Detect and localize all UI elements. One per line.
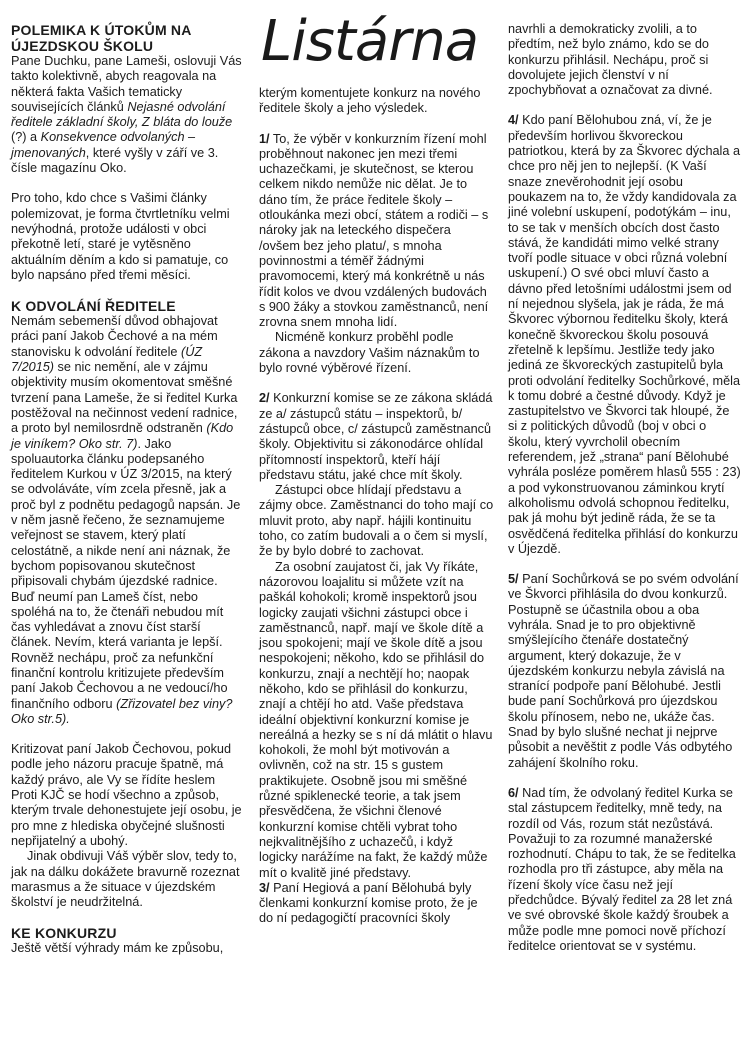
spacer <box>508 557 742 572</box>
paragraph: Zástupci obce hlídají představu a zájmy obce. Zaměstnanci do toho mají co mluvit proto, aby např. hájili kontinuitu toho, co zatím budovali a o čem si myslí, že by bylo dobré to zachovat. <box>259 483 494 559</box>
paragraph: Pro toho, kdo chce s Vašimi články polemizovat, je forma čtvrtletníku velmi nevýhodná, protože události v obci překotně letí, staré je vytěsněno aktuálním děním a kdo si pamatuje, co bylo napsáno před třemi měsíci. <box>11 191 230 282</box>
text: (?) a <box>11 130 41 145</box>
text: Konkurzní komise se ze zákona skládá ze a/ zástupců státu – inspektorů, b/ zástupců obce, c/ zástupců zaměstnanců školy. Objektivitu si zákonodárce ohlídal přítomností inspektorů, kteří hájí představu státu, jaké chce mít školy. <box>259 391 493 482</box>
paragraph <box>508 113 742 557</box>
point-number: 5/ <box>508 572 519 587</box>
text: Pane Duchku, pane Lameši, oslovuji Vás takto kolektivně, abych reagovala na některá fakta Vašich tematicky souvisejících článků <box>11 54 242 114</box>
italic-text: (ÚZ 7/2015) <box>11 344 203 375</box>
spacer <box>11 176 244 191</box>
text: Kdo paní Bělohubou zná, ví, že je především horlivou škvoreckou patriotkou, která by za Škvorec dýchala a chce pro něj jen to nejlepší. (K Vaší snaze znevěrohodnit její osobu poukazem na to, že vždy kandidovala za jiné volební uskupení, podotýkám – inu, to se tak v menších obcích dost často stává, že kandidáti mimo velké strany tvoří podle situace v obci různá volební uskupení.) O své obci mluví často a dávno před letošními událostmi jsem od ní nejednou slyšela, jak je ráda, že má Škvorec výbornou ředitelku školy, která konečně škvoreckou školu posouvá zřetelně k lepšímu. Jestliže tedy jako jediná ze škvoreckých zastupitelů byla proti odvolání ředitelky Sochůrkové, měla k tomu dobré a čestné důvody. Když je zastupitelstvo ve Škvorci tak hloupé, že si z politických důvodů (boj v obci o školu, který vyvrcholil obecním referendem, jež „strana“ paní Bělohubé vyhrála posléze poměrem hlasů 555 : 23) a pod vykonstruovanou záminkou krytí alkoholismu odvolá schopnou ředitelku, pak já mohu být jedině ráda, že se ta osvědčená ředitelka přihlásí do konkurzu v Újezdě. <box>508 113 741 556</box>
paragraph: Za osobní zaujatost či, jak Vy říkáte, názorovou loajalitu si můžete vzít na paškál kohokoli; kromě inspektorů jsou logicky zaujati všichni zástupci obce i zaměstnanců, např. mají ve škole dítě a jsou spokojeni; mají ve škole dítě a jsou nespokojeni; někoho, kdo se přihlásil do konkurzu, znají a nechtějí ho; naopak někoho, kdo se přihlásil do konkurzu, znají a chtějí ho atd. Vaše představa ideální objektivní konkurzní komise je nereálná a hezky se s ní dá mlátit o hlavu kohokoli, že mohl být motivován a ovlivněn, což na str. 15 s gustem praktikujete. Osobně jsou mi směšné různé spiklenecké teorie, a tak jsem přesvědčena, že všichni členové konkurzní komise chtěli vybrat toho nejkvalitnějšího z uchazečů, i když logicky narážíme na fakt, že každý může mít o kvalitě jiné představy. <box>259 559 493 880</box>
point-number: 4/ <box>508 113 519 128</box>
paragraph: Nicméně konkurz proběhl podle zákona a navzdory Vašim náznakům to bylo rovné výběrové řízení. <box>259 330 480 376</box>
section-heading-odvolani: K ODVOLÁNÍ ŘEDITELE <box>11 298 176 315</box>
article-column-2 <box>259 0 494 1040</box>
paragraph <box>259 132 494 331</box>
text: Paní Sochůrková se po svém odvolání ve Škvorci přihlásila do dvou konkurzů. Postupně se účastnila obou a oba vyhrála. Snad je to pro objektivně smýšlejícího čtenáře dostatečný argument, který dokazuje, že v újezdském konkurzu nebyla závislá na stranící podpoře paní Bělohubé. Jestli bude paní Sochůrková pro újezdskou školu přínosem, nebo ne, ukáže čas. Snad by bylo slušné nechat ji nejprve působit a nevěštit z podle Vás odbytého zahájení školního roku. <box>508 572 739 770</box>
paragraph: kterým komentujete konkurz na nového ředitele školy a jeho výsledek. <box>259 86 481 116</box>
paragraph <box>259 881 494 927</box>
paragraph: navrhli a demokraticky zvolili, a to předtím, než bylo známo, kdo se do konkurzu přihlásil. Nechápu, proč si dovolujete jejich členství v ní zpochybňovat a označovat za divné. <box>508 22 713 98</box>
masthead-title: Listárna <box>261 9 479 74</box>
italic-text: (Zřizovatel bez viny? Oko str.5). <box>11 696 233 726</box>
paragraph: Jinak obdivuji Váš výběr slov, tedy to, jak na dálku dokážete bravurně rozeznat marasmus a že situace v újezdském školství je neudržitelná. <box>11 849 240 910</box>
paragraph <box>11 314 244 727</box>
point-number: 1/ <box>259 131 270 146</box>
spacer <box>11 283 244 298</box>
spacer <box>11 727 244 742</box>
spacer <box>259 117 494 132</box>
section-heading-konkurz: KE KONKURZU <box>11 925 117 942</box>
spacer <box>508 771 742 786</box>
text: Nad tím, že odvolaný ředitel Kurka se stal zástupcem ředitelky, mně tedy, na rozdíl od Vás, rozum stát nezůstává. Považuji to za rozumné manažerské rozhodnutí. Chápu to tak, že se ředitelka rozhodla pro tři zástupce, aby měla na řízení školy více času než její předchůdce. Bývalý ředitel za 28 let zná ve své obrovské škole každý šroubek a může podle mne pomoci nově příchozí ředitelce orientovat se v systému. <box>508 785 736 953</box>
text: To, že výběr v konkurzním řízení mohl proběhnout nakonec jen mezi třemi uchazečkami, je skutečnost, se kterou celkem nikdo nemůže nic dělat. Je to dáno tím, že práce ředitele školy – otloukánka mezi obcí, státem a rodiči – s nároky jak na leteckého dispečera /ovšem bez jeho platu/, s mnoha povinnostmi a téměř žádnými pravomocemi, který má konkrétně u nás řídit kolos ve dvou vzdálených budovách s 900 žáky a stovkou zaměstnanců, není zrovna snem mnoha lidí. <box>259 131 489 330</box>
paragraph <box>508 572 742 771</box>
article-column-1 <box>11 0 244 1040</box>
italic-text: Konsekvence odvolaných – jmenovaných <box>11 130 196 160</box>
point-number: 6/ <box>508 785 519 800</box>
paragraph: Ještě větší výhrady mám ke způsobu, <box>11 941 224 956</box>
spacer <box>259 376 494 391</box>
text: se nic nemění, ale v zájmu objektivity musím okomentovat směšné tvrzení pana Lameše, že si ředitel Kurka postěžoval na nečinnost vedení radnice, a proto byl nemilosrdně odstraněn <box>11 360 238 436</box>
paragraph <box>259 391 494 483</box>
paragraph: Kritizovat paní Jakob Čechovou, pokud podle jeho názoru pracuje špatně, má každý právo, ale Vy se řídíte heslem Proti KJČ se hodí všechno a způsob, kterým trvale dehonestujete její osobu, je pro mne z hlediska obyčejné slušnosti nepřijatelný a ubohý. <box>11 742 242 848</box>
paragraph <box>11 54 244 176</box>
spacer <box>11 910 244 925</box>
text: Nemám sebemenší důvod obhajovat práci paní Jakob Čechové a na mém stanovisku k odvolání ředitele <box>11 314 218 359</box>
point-number: 3/ <box>259 880 270 895</box>
text: . Jako spoluautorka článku podepsaného ředitelem Kurkou v ÚZ 3/2015, na který se odvoláváte, vím zcela přesně, jak a proč byl z podnětu pedagogů napsán. Je v něm jasně řečeno, že seznamujeme veřejnost se stavem, který platí celostátně, a nikde není ani náznak, že bychom popisovanou skutečnost připisovali chybám újezdské radnice. Buď neumí pan Lameš číst, nebo spoléhá na to, že čtenáři nebudou mít čas vyhledávat a znovu číst starší článek. Nevím, která varianta je lepší. Rovněž nechápu, proč za nefunkční finanční kontrolu kritizujete především paní Jakob Čechovou a ne vedoucí/ho finančního odboru <box>11 436 241 711</box>
text: , které vyšly v září ve 3. čísle magazínu Oko. <box>11 145 219 176</box>
italic-text: Nejasné odvolání ředitele základní školy, Z bláta do louže <box>11 99 233 130</box>
point-number: 2/ <box>259 391 270 406</box>
section-heading-polemika: POLEMIKA K ÚTOKŮM NA ÚJEZDSKOU ŠKOLU <box>11 22 192 54</box>
article-column-3 <box>508 0 742 1040</box>
text: Paní Hegiová a paní Bělohubá byly členkami konkurzní komise proto, že je do ní pedagogičtí pracovníci školy <box>259 880 478 926</box>
paragraph <box>508 786 742 954</box>
italic-text: (Kdo je viníkem? Oko str. 7) <box>11 421 234 451</box>
spacer <box>508 98 742 113</box>
